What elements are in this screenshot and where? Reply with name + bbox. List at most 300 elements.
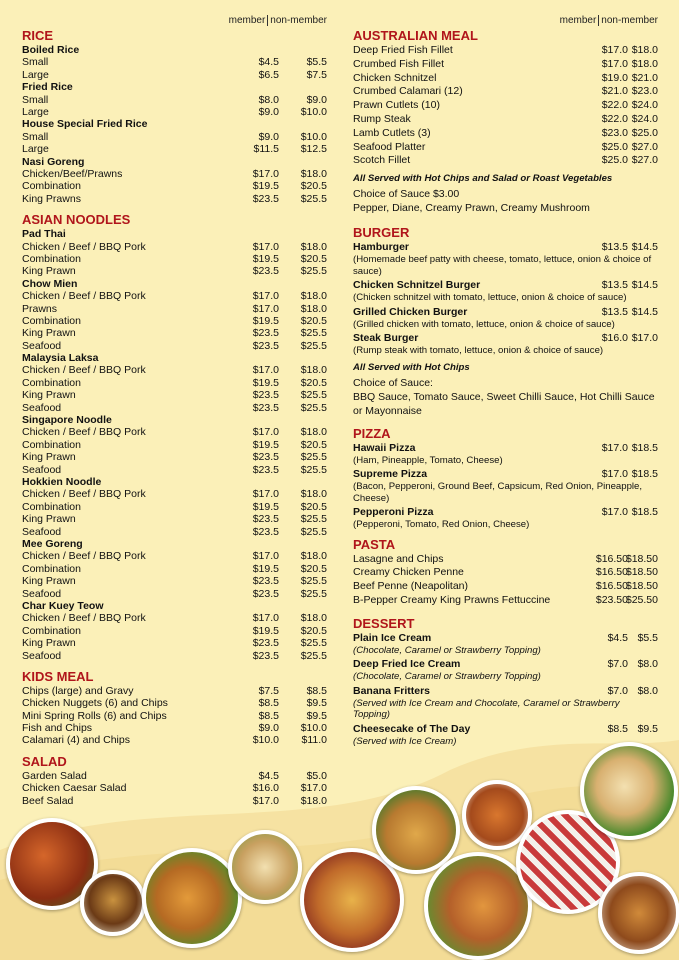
section-title: BURGER <box>353 225 410 241</box>
member-price: $6.5 <box>258 68 279 81</box>
menu-row <box>353 85 658 99</box>
item-name: Hawaii Pizza <box>353 441 416 454</box>
dish-name: Boiled Rice <box>22 44 80 56</box>
non-member-price: $25.5 <box>300 575 327 588</box>
member-label: member <box>559 15 597 26</box>
food-photo-cashew <box>580 742 678 840</box>
item-name: Calamari (4) and Chips <box>22 734 130 747</box>
price-header <box>22 14 327 28</box>
member-price: $23.5 <box>252 401 279 414</box>
section-title: PIZZA <box>353 425 391 441</box>
item-name: Combination <box>22 180 81 193</box>
item-name: B-Pepper Creamy King Prawns Fettuccine <box>353 594 551 607</box>
item-name: Seafood Platter <box>353 140 426 153</box>
menu-row <box>353 72 658 86</box>
menu-row <box>22 290 327 302</box>
item-name: King Prawn <box>22 575 76 588</box>
menu-row <box>22 734 327 746</box>
food-photo-skewers <box>598 872 679 954</box>
menu-row <box>22 650 327 662</box>
member-price: $23.5 <box>252 575 279 588</box>
member-price: $23.5 <box>252 637 279 650</box>
item-name: Prawns <box>22 302 58 315</box>
non-member-price: $7.5 <box>306 68 327 81</box>
member-price: $4.5 <box>258 56 279 69</box>
item-name: Fish and Chips <box>22 722 93 735</box>
item-description: (Served with Ice Cream) <box>353 735 457 747</box>
item-name: Mini Spring Rolls (6) and Chips <box>22 709 167 722</box>
section-australian-meal <box>353 28 658 215</box>
non-member-price: $12.5 <box>300 143 327 156</box>
member-price: $16.0 <box>252 782 279 795</box>
non-member-price: $27.0 <box>631 140 658 153</box>
non-member-price: $18.5 <box>631 441 658 454</box>
item-name: Large <box>22 143 49 156</box>
item-description: (Chocolate, Caramel or Strawberry Topping) <box>353 671 541 683</box>
member-price: $23.5 <box>252 339 279 352</box>
menu-row <box>22 106 327 118</box>
member-price: $4.5 <box>258 769 279 782</box>
member-price: $23.5 <box>252 463 279 476</box>
non-member-price: $8.0 <box>637 684 658 697</box>
non-member-price: $21.0 <box>631 71 658 84</box>
member-price: $17.0 <box>601 44 628 56</box>
member-label: member <box>228 15 266 26</box>
item-name: Seafood <box>22 463 62 476</box>
item-name: Small <box>22 93 49 106</box>
menu-row <box>22 795 327 807</box>
non-member-price: $25.5 <box>300 513 327 526</box>
menu-row <box>22 143 327 155</box>
member-price: $19.5 <box>252 624 279 637</box>
dish-name: House Special Fried Rice <box>22 118 148 131</box>
item-name: Deep Fried Fish Fillet <box>353 44 453 56</box>
item-name: King Prawn <box>22 265 76 278</box>
item-name: Garden Salad <box>22 769 87 782</box>
member-price: $11.5 <box>253 143 279 156</box>
item-name: Chicken / Beef / BBQ Pork <box>22 426 146 439</box>
menu-row <box>22 612 327 624</box>
non-member-price: $25.5 <box>300 339 327 352</box>
dish-name: Pad Thai <box>22 228 66 241</box>
item-name: Beef Salad <box>22 794 74 807</box>
non-member-price: $14.5 <box>631 241 658 254</box>
non-member-price: $18.50 <box>625 566 658 579</box>
food-photo-burger <box>80 870 146 936</box>
item-name: Crumbed Fish Fillet <box>353 57 445 70</box>
member-price: $13.5 <box>601 279 628 292</box>
item-name: Deep Fried Ice Cream <box>353 658 461 671</box>
non-member-price: $27.0 <box>631 154 658 167</box>
menu-row <box>22 550 327 562</box>
menu-row <box>22 402 327 414</box>
item-name: Large <box>22 68 49 81</box>
menu-row <box>22 315 327 327</box>
menu-row <box>22 265 327 277</box>
member-price: $8.5 <box>258 709 279 722</box>
member-price: $23.5 <box>252 192 279 205</box>
non-member-price: $10.0 <box>300 130 327 143</box>
member-price: $25.0 <box>601 140 628 153</box>
item-name: Chicken / Beef / BBQ Pork <box>22 612 146 625</box>
item-name: Seafood <box>22 339 62 352</box>
member-price: $17.0 <box>252 550 279 563</box>
menu-row <box>22 426 327 438</box>
menu-row <box>22 637 327 649</box>
non-member-price: $17.0 <box>631 332 658 345</box>
menu-row <box>22 563 327 575</box>
member-price: $17.0 <box>601 57 628 70</box>
item-name: Lasagne and Chips <box>353 552 444 565</box>
non-member-price: $25.5 <box>300 525 327 538</box>
non-member-price: $25.5 <box>300 327 327 340</box>
item-name: Scotch Fillet <box>353 154 411 167</box>
non-member-price: $9.0 <box>306 93 327 106</box>
menu-row <box>22 439 327 451</box>
member-price: $23.50 <box>595 594 628 607</box>
menu-row <box>22 685 327 697</box>
non-member-price: $18.0 <box>631 57 658 70</box>
item-name: Combination <box>22 438 81 451</box>
item-description: (Rump steak with tomato, lettuce, onion & choice of sauce) <box>353 345 604 357</box>
member-price: $17.0 <box>252 794 279 807</box>
menu-row <box>22 377 327 389</box>
non-member-price: $18.0 <box>300 240 327 253</box>
item-name: King Prawn <box>22 451 76 464</box>
item-name: Chicken / Beef / BBQ Pork <box>22 550 146 563</box>
section-title: KIDS MEAL <box>22 668 94 684</box>
menu-row <box>22 588 327 600</box>
member-price: $17.0 <box>252 240 279 253</box>
member-price: $19.5 <box>252 180 279 193</box>
non-member-price: $20.5 <box>300 252 327 265</box>
member-price: $19.0 <box>601 71 628 84</box>
item-name: Combination <box>22 314 81 327</box>
menu-row <box>353 141 658 155</box>
member-price: $19.5 <box>252 376 279 389</box>
section-title: RICE <box>22 28 54 43</box>
item-name: Chicken / Beef / BBQ Pork <box>22 240 146 253</box>
non-member-label: non-member <box>270 15 327 26</box>
member-price: $23.5 <box>252 513 279 526</box>
non-member-price: $20.5 <box>300 314 327 327</box>
item-name: King Prawn <box>22 389 76 402</box>
menu-row <box>22 364 327 376</box>
member-price: $23.5 <box>252 389 279 402</box>
member-price: $16.50 <box>595 552 628 565</box>
menu-row <box>353 113 658 127</box>
item-description: (Grilled chicken with tomato, lettuce, onion & choice of sauce) <box>353 318 615 330</box>
non-member-price: $25.0 <box>631 126 658 139</box>
menu-row <box>353 580 658 594</box>
non-member-price: $24.0 <box>631 112 658 125</box>
sauce-list: Pepper, Diane, Creamy Prawn, Creamy Mushroom <box>353 202 590 215</box>
member-price: $23.0 <box>601 126 628 139</box>
item-name: Combination <box>22 562 81 575</box>
menu-row <box>22 180 327 192</box>
non-member-price: $18.50 <box>625 580 658 593</box>
item-name: Small <box>22 56 49 69</box>
non-member-price: $18.0 <box>300 426 327 439</box>
left-column <box>22 14 327 807</box>
non-member-price: $14.5 <box>631 305 658 318</box>
item-name: King Prawns <box>22 192 81 205</box>
member-price: $8.0 <box>258 93 279 106</box>
member-price: $8.5 <box>607 722 628 735</box>
menu-row <box>22 241 327 253</box>
dish-name: Malaysia Laksa <box>22 352 99 365</box>
non-member-price: $25.5 <box>300 451 327 464</box>
non-member-price: $18.0 <box>300 612 327 625</box>
non-member-price: $25.5 <box>300 637 327 650</box>
item-name: Seafood <box>22 649 62 662</box>
menu-row <box>22 327 327 339</box>
dish-name: Nasi Goreng <box>22 155 85 168</box>
non-member-price: $18.5 <box>631 468 658 481</box>
dish-name: Mee Goreng <box>22 537 83 550</box>
menu-row <box>22 389 327 401</box>
non-member-price: $8.5 <box>306 684 327 697</box>
item-name: Chicken Nuggets (6) and Chips <box>22 697 168 710</box>
member-price: $23.5 <box>252 451 279 464</box>
item-name: Chicken / Beef / BBQ Pork <box>22 364 146 377</box>
menu-row <box>353 154 658 168</box>
section-title: PASTA <box>353 536 396 552</box>
menu-item <box>353 685 658 721</box>
item-name: Plain Ice Cream <box>353 631 432 644</box>
item-name: Banana Fritters <box>353 684 431 697</box>
non-member-price: $25.5 <box>300 463 327 476</box>
member-price: $19.5 <box>252 438 279 451</box>
member-price: $9.0 <box>258 722 279 735</box>
non-member-price: $9.5 <box>306 709 327 722</box>
item-description: (Chicken schnitzel with tomato, lettuce, onion & choice of sauce) <box>353 292 627 304</box>
menu-row <box>353 58 658 72</box>
menu-item <box>353 632 658 657</box>
member-price: $9.0 <box>258 130 279 143</box>
member-price: $7.0 <box>607 658 628 671</box>
member-price: $16.0 <box>601 332 628 345</box>
non-member-price: $18.50 <box>625 552 658 565</box>
member-price: $23.5 <box>252 587 279 600</box>
non-member-price: $5.0 <box>306 769 327 782</box>
item-name: Hamburger <box>353 241 410 254</box>
item-name: Seafood <box>22 525 62 538</box>
menu-row <box>353 99 658 113</box>
non-member-price: $20.5 <box>300 376 327 389</box>
dish-name: Singapore Noodle <box>22 414 112 427</box>
item-name: Combination <box>22 252 81 265</box>
section-title: DESSERT <box>353 615 415 631</box>
member-price: $22.0 <box>601 112 628 125</box>
member-price: $4.5 <box>607 631 628 644</box>
item-description: (Homemade beef patty with cheese, tomato, lettuce, onion & choice of sauce) <box>353 254 652 277</box>
non-member-price: $25.50 <box>625 594 658 607</box>
menu-row <box>22 526 327 538</box>
item-name: Large <box>22 105 49 118</box>
menu-row <box>353 594 658 608</box>
item-name: Chicken / Beef / BBQ Pork <box>22 488 146 501</box>
item-name: Seafood <box>22 587 62 600</box>
member-price: $17.0 <box>601 441 628 454</box>
non-member-price: $18.0 <box>300 290 327 303</box>
member-price: $23.5 <box>252 525 279 538</box>
member-price: $7.5 <box>258 684 279 697</box>
food-photo-noodles <box>142 848 242 948</box>
menu-item <box>353 279 658 304</box>
member-price: $19.5 <box>252 252 279 265</box>
member-price: $16.50 <box>595 580 628 593</box>
section-pasta <box>353 537 658 608</box>
item-name: King Prawn <box>22 513 76 526</box>
non-member-price: $8.0 <box>637 658 658 671</box>
item-name: Chicken / Beef / BBQ Pork <box>22 290 146 303</box>
item-name: Seafood <box>22 401 62 414</box>
member-price: $19.5 <box>252 562 279 575</box>
menu-item <box>353 332 658 357</box>
sauce-price: Choice of Sauce $3.00 <box>353 188 460 201</box>
non-member-price: $18.0 <box>631 44 658 56</box>
section-asian-noodles <box>22 212 327 662</box>
section-title: SALAD <box>22 753 67 769</box>
item-description: (Ham, Pineapple, Tomato, Cheese) <box>353 454 503 466</box>
section-dessert <box>353 616 658 748</box>
non-member-price: $18.0 <box>300 302 327 315</box>
item-name: Combination <box>22 624 81 637</box>
menu-row <box>22 253 327 265</box>
item-name: Cheesecake of The Day <box>353 722 471 735</box>
menu-row <box>22 69 327 81</box>
right-column <box>353 14 658 749</box>
item-description: (Pepperoni, Tomato, Red Onion, Cheese) <box>353 519 530 531</box>
non-member-price: $18.0 <box>300 550 327 563</box>
member-price: $8.5 <box>258 697 279 710</box>
non-member-price: $18.0 <box>300 167 327 180</box>
member-price: $21.0 <box>601 85 628 98</box>
member-price: $7.0 <box>607 684 628 697</box>
item-name: Creamy Chicken Penne <box>353 566 464 579</box>
served-note: All Served with Hot Chips <box>353 361 470 373</box>
non-member-price: $25.5 <box>300 587 327 600</box>
food-photo-salad <box>228 830 302 904</box>
non-member-price: $25.5 <box>300 192 327 205</box>
item-name: Chicken Schnitzel Burger <box>353 279 481 292</box>
item-name: Chips (large) and Gravy <box>22 684 134 697</box>
member-price: $13.5 <box>601 305 628 318</box>
item-name: Steak Burger <box>353 332 419 345</box>
non-member-price: $5.5 <box>637 631 658 644</box>
menu-row <box>22 697 327 709</box>
non-member-price: $18.0 <box>300 364 327 377</box>
member-price: $23.5 <box>252 649 279 662</box>
item-name: Small <box>22 130 49 143</box>
item-description: (Served with Ice Cream and Chocolate, Caramel or Strawberry Topping) <box>353 697 620 721</box>
menu-item <box>353 306 658 331</box>
member-price: $19.5 <box>252 314 279 327</box>
non-member-price: $18.5 <box>631 506 658 519</box>
menu-row <box>22 782 327 794</box>
item-name: Chicken Schnitzel <box>353 71 437 84</box>
item-description: (Bacon, Pepperoni, Ground Beef, Capsicum, Red Onion, Pineapple, Cheese) <box>353 481 643 504</box>
section-title: ASIAN NOODLES <box>22 212 131 228</box>
menu-item <box>353 658 658 683</box>
section-kids-meal <box>22 669 327 747</box>
item-name: Prawn Cutlets (10) <box>353 99 440 112</box>
menu-row <box>22 464 327 476</box>
section-rice <box>22 28 327 205</box>
item-name: Crumbed Calamari (12) <box>353 85 463 98</box>
non-member-price: $11.0 <box>301 734 327 747</box>
non-member-price: $9.5 <box>306 697 327 710</box>
menu-row <box>22 131 327 143</box>
item-name: King Prawn <box>22 637 76 650</box>
section-pizza <box>353 426 658 531</box>
non-member-price: $25.5 <box>300 389 327 402</box>
served-note: All Served with Hot Chips and Salad or Roast Vegetables <box>353 173 613 185</box>
member-price: $10.0 <box>252 734 279 747</box>
menu-row <box>353 553 658 567</box>
menu-item <box>353 442 658 467</box>
member-price: $13.5 <box>601 241 628 254</box>
non-member-price: $24.0 <box>631 99 658 112</box>
member-price: $23.5 <box>252 265 279 278</box>
non-member-price: $25.5 <box>300 265 327 278</box>
non-member-price: $18.0 <box>300 794 327 807</box>
menu-row <box>22 340 327 352</box>
member-price: $17.0 <box>252 426 279 439</box>
section-salad <box>22 754 327 807</box>
menu-row <box>22 770 327 782</box>
member-price: $9.0 <box>258 105 279 118</box>
menu-row <box>353 566 658 580</box>
menu-row <box>22 625 327 637</box>
member-price: $23.5 <box>252 327 279 340</box>
non-member-price: $18.0 <box>300 488 327 501</box>
non-member-price: $23.0 <box>631 85 658 98</box>
member-price: $22.0 <box>601 99 628 112</box>
non-member-price: $25.5 <box>300 401 327 414</box>
non-member-price: $20.5 <box>300 500 327 513</box>
menu-row <box>22 168 327 180</box>
item-name: Pepperoni Pizza <box>353 506 434 519</box>
item-description: (Chocolate, Caramel or Strawberry Topping) <box>353 644 541 656</box>
menu-row <box>22 193 327 205</box>
member-price: $19.5 <box>252 500 279 513</box>
dish-name: Chow Mien <box>22 277 78 290</box>
member-price: $17.0 <box>252 290 279 303</box>
member-price: $17.0 <box>252 364 279 377</box>
menu-item <box>353 468 658 504</box>
non-member-price: $20.5 <box>300 180 327 193</box>
member-price: $17.0 <box>252 488 279 501</box>
member-price: $17.0 <box>252 302 279 315</box>
menu-row <box>22 710 327 722</box>
member-price: $17.0 <box>252 612 279 625</box>
item-name: King Prawn <box>22 327 76 340</box>
non-member-price: $10.0 <box>300 105 327 118</box>
menu-row <box>22 451 327 463</box>
non-member-price: $5.5 <box>306 56 327 69</box>
menu-row <box>22 575 327 587</box>
sauce-label: Choice of Sauce: <box>353 376 433 389</box>
menu-row <box>22 722 327 734</box>
price-header-right <box>353 14 658 28</box>
item-name: Grilled Chicken Burger <box>353 305 468 318</box>
item-name: Combination <box>22 500 81 513</box>
item-name: Combination <box>22 376 81 389</box>
non-member-price: $20.5 <box>300 562 327 575</box>
dish-name: Char Kuey Teow <box>22 599 104 612</box>
